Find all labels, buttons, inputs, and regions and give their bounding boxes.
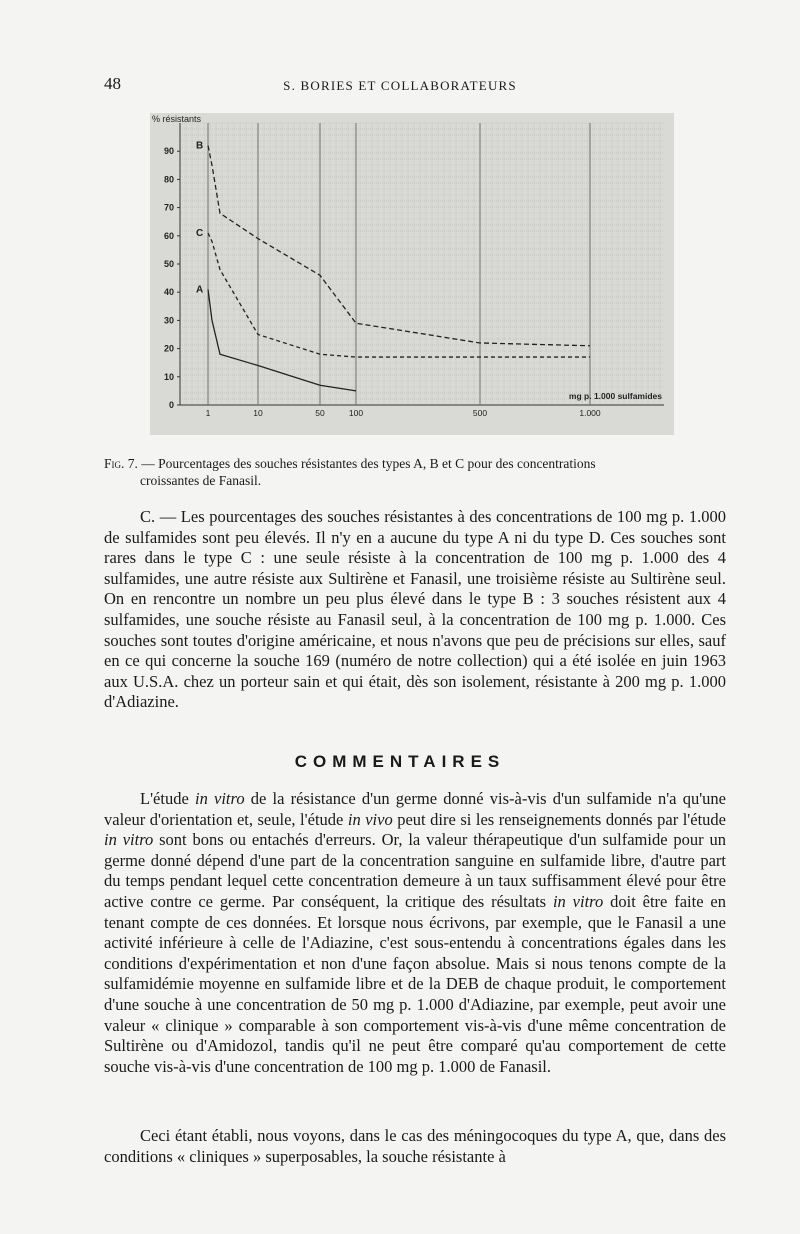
x-tick-label: 500: [472, 408, 488, 418]
y-tick-label: 20: [163, 343, 174, 354]
x-tick-label: 10: [253, 408, 263, 418]
x-tick-label: 1.000: [579, 408, 601, 418]
series-label-a: A: [196, 284, 204, 296]
y-tick-label: 0: [168, 400, 174, 410]
figure-label: Fig. 7.: [104, 456, 138, 471]
x-tick-label: 1: [205, 408, 211, 418]
series-label-b: B: [196, 140, 204, 152]
y-tick-label: 40: [163, 287, 174, 298]
y-tick-label: 30: [163, 315, 174, 326]
page-number: 48: [104, 74, 121, 93]
commentaires-text: L'étude in vitro de la résistance d'un germe donné vis-à-vis d'un sulfamide n'a qu'une valeur d'orientation et, seule, l'étude in vivo peut dire si les renseignements donnés par l'étude in vitro sont bons ou entachés d'erreurs. Or, la valeur thérapeutique d'un sulfamide pour un germe donné dépend d'une part de la concentration sanguine en sulfamide libre, d'autre part du temps pendant lequel cette concentration demeure à un taux suffisamment élevé pour être active contre ce germe. Par conséquent, la critique des résultats in vitro doit être faite en tenant compte de ces données. Et lorsque nous écrivons, par exemple, que le Fanasil a une activité inférieure à celle de l'Adiazine, c'est sous-entendu à concentrations égales dans les conditions d'expérimentation et non d'une façon absolue. Mais si nous tenons compte de la sulfamidémie moyenne en sulfamide libre et de la DEB de chaque produit, le comportement d'une souche à une concentration de 50 mg p. 1.000 d'Adiazine, par exemple, peut avoir une valeur « clinique » comparable à son comportement vis-à-vis d'une même concentration de Sultirène ou d'Amidozol, tandis qu'il ne peut être comparé qu'au comportement de cette souche vis-à-vis d'une concentration de 100 mg p. 1.000 de Fanasil.: [104, 789, 726, 1076]
resistance-chart: [150, 113, 674, 435]
running-head: S. BORIES ET COLLABORATEURS: [283, 78, 517, 93]
x-axis-label: mg p. 1.000 sulfamides: [568, 391, 662, 401]
y-tick-label: 60: [163, 230, 174, 241]
y-tick-label: 50: [163, 259, 174, 269]
section-c: [104, 507, 726, 713]
figure-7: [150, 113, 674, 435]
caption-line-2: croissantes de Fanasil.: [140, 473, 262, 488]
x-tick-label: 100: [348, 408, 364, 418]
commentaires-paragraph-2: [104, 1126, 726, 1167]
commentaires-paragraph-1: [104, 789, 726, 1077]
y-tick-label: 70: [163, 202, 174, 213]
y-axis-label: % résistants: [152, 114, 202, 124]
caption-line-1: — Pourcentages des souches résistantes des types A, B et C pour des concentrations: [141, 456, 596, 471]
section-heading-commentaires: COMMENTAIRES: [294, 752, 506, 771]
series-label-c: C: [196, 227, 204, 239]
y-tick-label: 80: [163, 174, 174, 185]
x-tick-label: 50: [315, 408, 325, 418]
section-c-paragraph: C. — Les pourcentages des souches résistantes à des concentrations de 100 mg p. 1.000 de sulfamides sont peu élevés. Il n'y en a aucune du type A ni du type D. Ces souches sont rares dans le type C : une seule résiste à la concentration de 100 mg p. 1.000 des 4 sulfamides, une autre résiste aux Sultirène et Fanasil, une troisième résiste au Sultirène seul. On en rencontre un nombre un peu plus élevé dans le type B : 3 souches résistent aux 4 sulfamides, une souche résiste au Fanasil seul, à la concentration de 100 mg p. 1.000. Ces souches sont toutes d'origine américaine, et nous n'avons que peu de précisions sur elles, sauf en ce qui concerne la souche 169 (numéro de notre collection) qui a été isolée en juin 1963 aux U.S.A. chez un porteur sain et qui était, dès son isolement, résistante à 200 mg p. 1.000 d'Adiazine.: [104, 507, 726, 712]
y-tick-label: 10: [163, 371, 174, 382]
commentaires-text-2: Ceci étant établi, nous voyons, dans le cas des méningocoques du type A, que, dans des conditions « cliniques » superposables, la souche résistante à: [104, 1126, 726, 1166]
y-tick-label: 90: [163, 146, 174, 157]
figure-caption: [104, 455, 726, 489]
